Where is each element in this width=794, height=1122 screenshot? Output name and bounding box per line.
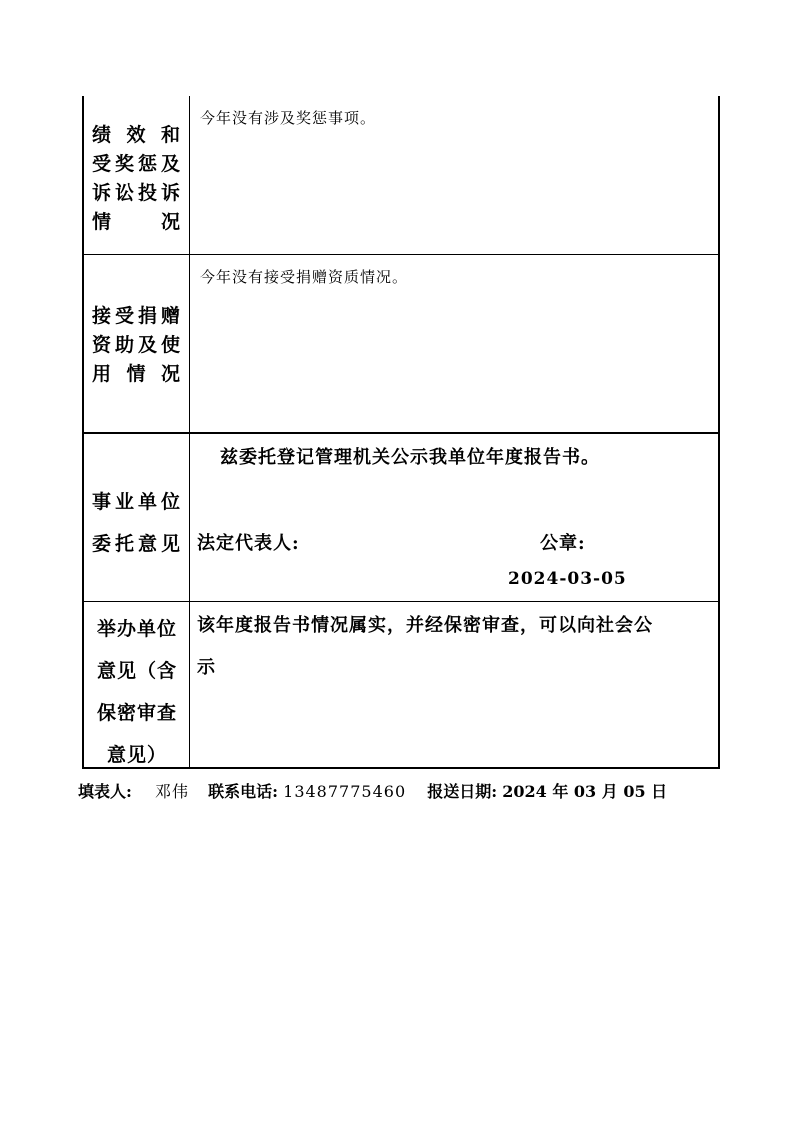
row-divider <box>84 432 718 434</box>
filler-name: 邓伟 <box>155 782 190 801</box>
label-line: 举办单位 <box>96 618 177 640</box>
performance-row-label <box>92 121 180 237</box>
row-divider <box>84 254 718 255</box>
phone-label: 联系电话: <box>208 782 279 801</box>
sponsor-opinion-line1: 该年度报告书情况属实，并经保密审查，可以向社会公 <box>197 615 653 636</box>
legal-representative-label: 法定代表人: <box>197 533 300 554</box>
entrust-row-label <box>92 481 180 565</box>
label-line: 意见） <box>106 744 167 766</box>
label-line: 绩 效 和 <box>92 124 180 146</box>
label-line: 情 况 <box>92 211 180 233</box>
donation-row-content: 今年没有接受捐赠资质情况。 <box>200 268 409 286</box>
label-line: 保密审查 <box>96 702 177 724</box>
label-line: 受奖惩及 <box>92 153 180 175</box>
label-line: 诉讼投诉 <box>92 182 180 204</box>
sponsor-opinion-line2: 示 <box>197 657 216 678</box>
phone-number: 13487775460 <box>283 782 407 801</box>
label-line: 资助及使 <box>92 334 180 356</box>
label-line: 委托意见 <box>92 533 180 555</box>
form-footer <box>78 779 667 802</box>
submit-date: 2024 年 03 月 05 日 <box>502 782 668 801</box>
label-line: 用 情 况 <box>92 363 180 385</box>
label-line: 接受捐赠 <box>92 305 180 327</box>
sponsor-row-label <box>86 608 188 776</box>
label-line: 意见（含 <box>96 660 177 682</box>
label-line: 事业单位 <box>92 491 180 513</box>
row-divider <box>84 601 718 602</box>
donation-row-label <box>92 302 180 389</box>
submit-date-label: 报送日期: <box>427 782 498 801</box>
entrust-statement: 兹委托登记管理机关公示我单位年度报告书。 <box>220 447 600 468</box>
performance-row-content: 今年没有涉及奖惩事项。 <box>200 109 377 127</box>
report-table <box>82 96 720 769</box>
filler-label: 填表人: <box>78 782 132 801</box>
official-seal-label: 公章: <box>540 533 586 554</box>
entrust-date: 2024-03-05 <box>508 569 627 589</box>
